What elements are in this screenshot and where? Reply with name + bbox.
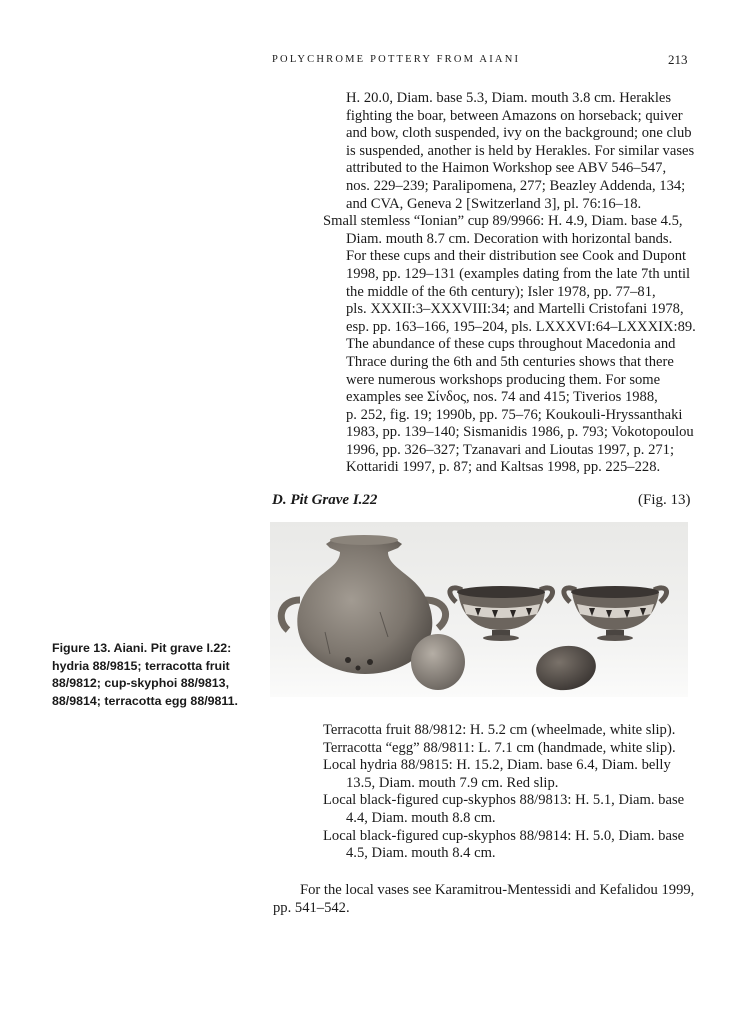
catalogue-line: is suspended, another is held by Herakles. For similar vases [346, 142, 695, 159]
catalogue-line: 1996, pp. 326–327; Tzanavari and Lioutas 1997, p. 271; [346, 441, 675, 458]
catalogue-line: nos. 229–239; Paralipomena, 277; Beazley Addenda, 134; [346, 177, 686, 194]
section-title: D. Pit Grave I.22 [272, 492, 378, 508]
catalogue-line: and bow, cloth suspended, ivy on the background; one club [346, 125, 692, 142]
catalogue-line: pls. XXXII:3–XXXVIII:34; and Martelli Cristofani 1978, [346, 301, 684, 318]
catalogue-entries-bottom [323, 722, 695, 863]
figure-caption [52, 640, 262, 710]
catalogue-line: Kottaridi 1997, p. 87; and Kaltsas 1998, pp. 225–228. [346, 459, 661, 476]
catalogue-line: For these cups and their distribution see Cook and Dupont [346, 248, 687, 265]
running-title: POLYCHROME POTTERY FROM AIANI [272, 54, 521, 65]
catalogue-line: 4.4, Diam. mouth 8.8 cm. [346, 809, 496, 826]
paragraph-line: pp. 541–542. [273, 899, 350, 916]
caption-line: 88/9814; terracotta egg 88/9811. [52, 693, 238, 708]
catalogue-line: and CVA, Geneva 2 [Switzerland 3], pl. 76:16–18. [346, 195, 642, 212]
catalogue-line: H. 20.0, Diam. base 5.3, Diam. mouth 3.8 cm. Herakles [346, 90, 672, 106]
catalogue-line: p. 252, fig. 19; 1990b, pp. 75–76; Koukouli-Hryssanthaki [346, 406, 683, 423]
terracotta-fruit-88-9812 [411, 634, 465, 690]
catalogue-line: Local black-figured cup-skyphos 88/9814: H. 5.0, Diam. base [323, 827, 685, 844]
figure-reference: (Fig. 13) [638, 492, 691, 508]
page-number: 213 [668, 52, 688, 67]
closing-paragraph [273, 882, 693, 917]
catalogue-line: Local black-figured cup-skyphos 88/9813: H. 5.1, Diam. base [323, 792, 685, 809]
catalogue-line: 4.5, Diam. mouth 8.4 cm. [346, 845, 496, 862]
catalogue-line: Small stemless “Ionian” cup 89/9966: H. 4.9, Diam. base 4.5, [323, 213, 683, 230]
caption-line: Figure 13. Aiani. Pit grave I.22: [52, 641, 232, 655]
paragraph-line: For the local vases see Karamitrou-Mentessidi and Kefalidou 1999, [300, 882, 695, 898]
catalogue-line: 1983, pp. 139–140; Sismanidis 1986, p. 793; Vokotopoulou [346, 424, 694, 441]
catalogue-line: The abundance of these cups throughout Macedonia and [346, 336, 676, 353]
catalogue-line: examples see Σίνδος, nos. 74 and 415; Tiverios 1988, [346, 389, 658, 406]
catalogue-line: Terracotta fruit 88/9812: H. 5.2 cm (wheelmade, white slip). [323, 722, 676, 738]
figure-13-photograph [270, 522, 688, 697]
catalogue-line: 13.5, Diam. mouth 7.9 cm. Red slip. [346, 774, 559, 791]
catalogue-line: Terracotta “egg” 88/9811: L. 7.1 cm (handmade, white slip). [323, 739, 676, 756]
catalogue-line: attributed to the Haimon Workshop see ABV 546–547, [346, 160, 667, 177]
catalogue-line: esp. pp. 163–166, 195–204, pls. LXXXVI:64–LXXXIX:89. [346, 318, 696, 335]
catalogue-line: Thrace during the 6th and 5th centuries shows that there [346, 353, 674, 370]
caption-line: 88/9812; cup-skyphoi 88/9813, [52, 676, 230, 691]
catalogue-line: fighting the boar, between Amazons on horseback; quiver [346, 107, 683, 124]
catalogue-line: 1998, pp. 129–131 (examples dating from the late 7th until [346, 265, 691, 282]
catalogue-line: Diam. mouth 8.7 cm. Decoration with horizontal bands. [346, 230, 673, 247]
caption-line: hydria 88/9815; terracotta fruit [52, 658, 230, 673]
catalogue-line: Local hydria 88/9815: H. 15.2, Diam. base 6.4, Diam. belly [323, 757, 671, 774]
catalogue-line: were numerous workshops producing them. For some [346, 371, 661, 388]
catalogue-entries-top [323, 90, 695, 477]
pottery-photo-illustration [270, 522, 688, 697]
catalogue-line: the middle of the 6th century); Isler 1978, pp. 77–81, [346, 283, 656, 300]
